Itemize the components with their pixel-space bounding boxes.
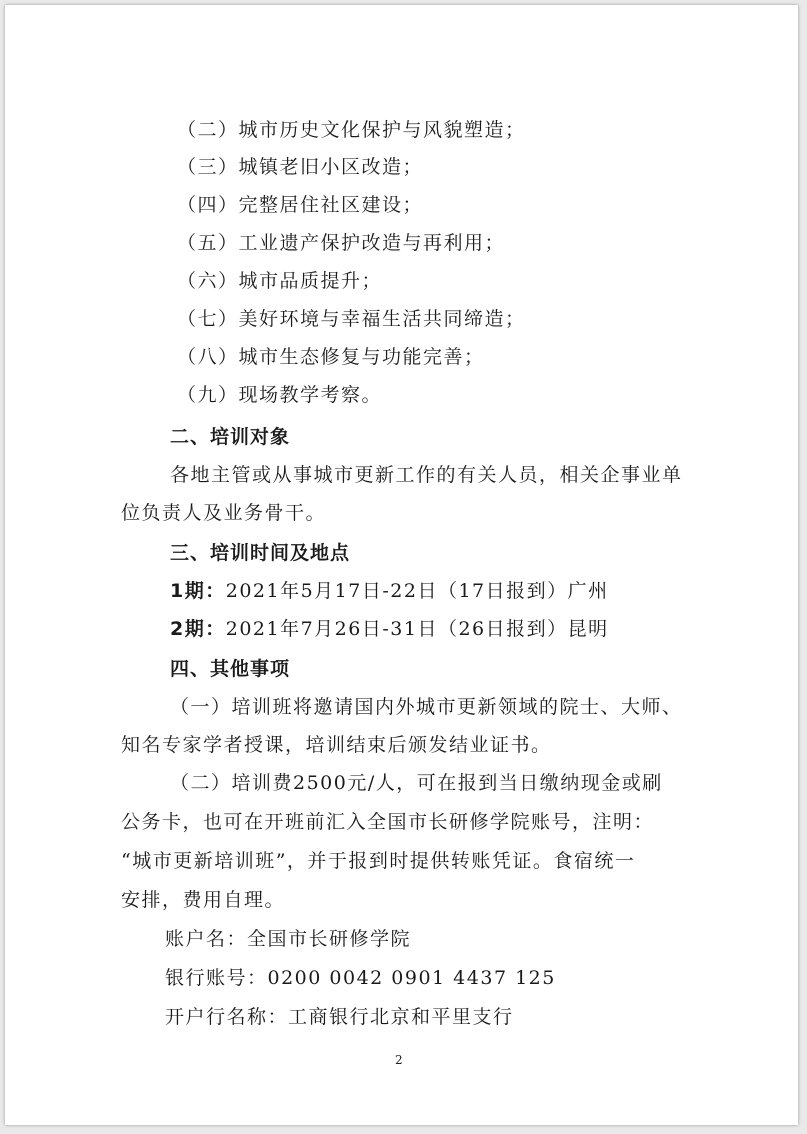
bank-branch-name: 开户行名称：工商银行北京和平里支行 bbox=[165, 1006, 514, 1028]
list-item: （九）现场教学考察。 bbox=[177, 384, 383, 406]
list-item: （四）完整居住社区建设； bbox=[177, 194, 424, 216]
paragraph-line: 公务卡，也可在开班前汇入全国市长研修学院账号，注明： bbox=[121, 811, 655, 833]
paragraph-line: （一）培训班将邀请国内外城市更新领域的院士、大师、 bbox=[170, 696, 683, 718]
session-label: 2期： bbox=[170, 618, 226, 640]
paragraph-line: “城市更新培训班”，并于报到时提供转账凭证。食宿统一 bbox=[121, 850, 636, 872]
list-item: （二）城市历史文化保护与风貌塑造； bbox=[177, 119, 526, 141]
session-label: 1期： bbox=[170, 580, 226, 602]
paragraph-line: 安排，费用自理。 bbox=[121, 889, 286, 911]
paragraph-line: （二）培训费2500元/人，可在报到当日缴纳现金或刷 bbox=[170, 772, 663, 794]
paragraph-line: 各地主管或从事城市更新工作的有关人员，相关企事业单 bbox=[170, 464, 683, 486]
session-text: 2021年5月17日-22日（17日报到）广州 bbox=[225, 580, 609, 602]
account-name: 账户名：全国市长研修学院 bbox=[165, 928, 412, 950]
session-2 bbox=[170, 617, 609, 641]
list-item: （六）城市品质提升； bbox=[177, 270, 383, 292]
list-item: （七）美好环境与幸福生活共同缔造； bbox=[177, 308, 526, 330]
list-item: （五）工业遗产保护改造与再利用； bbox=[177, 232, 506, 254]
list-item: （八）城市生态修复与功能完善； bbox=[177, 346, 485, 368]
list-item: （三）城镇老旧小区改造； bbox=[177, 156, 424, 178]
section-heading-time-location: 三、培训时间及地点 bbox=[170, 542, 351, 564]
session-text: 2021年7月26日-31日（26日报到）昆明 bbox=[225, 618, 609, 640]
paragraph-line: 知名专家学者授课，培训结束后颁发结业证书。 bbox=[121, 734, 552, 756]
bank-account-number: 银行账号：0200 0042 0901 4437 125 bbox=[165, 967, 556, 989]
page-number: 2 bbox=[395, 1053, 403, 1067]
document-page bbox=[5, 5, 798, 1125]
session-1 bbox=[170, 579, 609, 603]
paragraph-line: 位负责人及业务骨干。 bbox=[121, 502, 327, 524]
section-heading-training-targets: 二、培训对象 bbox=[170, 426, 291, 448]
section-heading-other-matters: 四、其他事项 bbox=[170, 658, 291, 680]
